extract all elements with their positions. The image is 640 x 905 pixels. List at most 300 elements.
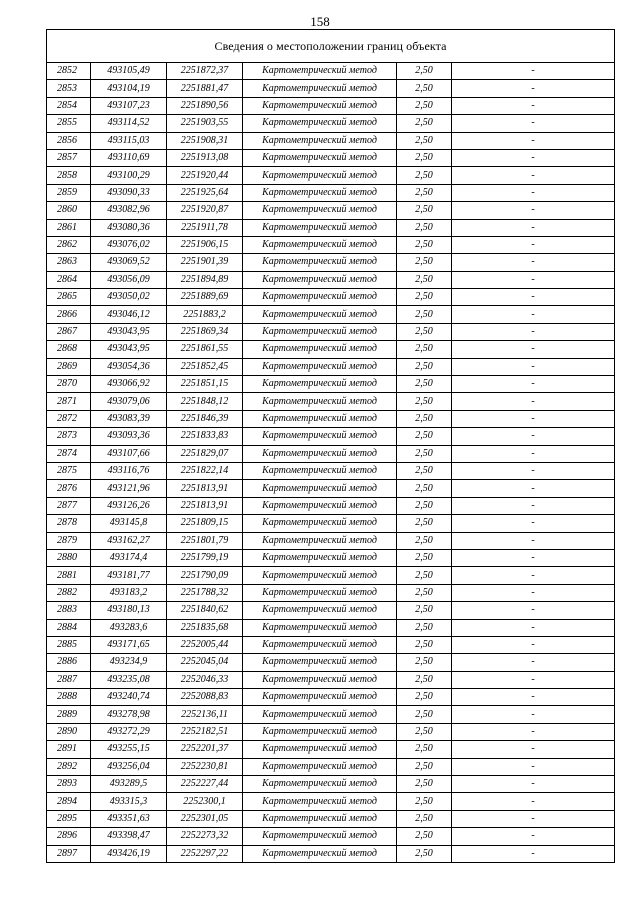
accuracy-cell: 2,50 <box>397 149 452 166</box>
description-cell: - <box>452 306 615 323</box>
coord-x-cell: 493114,52 <box>91 115 167 132</box>
table-row <box>47 149 615 166</box>
accuracy-cell: 2,50 <box>397 254 452 271</box>
table-row <box>47 323 615 340</box>
accuracy-cell: 2,50 <box>397 758 452 775</box>
accuracy-cell: 2,50 <box>397 689 452 706</box>
point-number-cell: 2875 <box>47 462 91 479</box>
coord-x-cell: 493171,65 <box>91 636 167 653</box>
method-cell: Картометрический метод <box>243 167 397 184</box>
accuracy-cell: 2,50 <box>397 462 452 479</box>
description-cell: - <box>452 358 615 375</box>
coord-x-cell: 493104,19 <box>91 80 167 97</box>
point-number-cell: 2897 <box>47 845 91 862</box>
method-cell: Картометрический метод <box>243 254 397 271</box>
point-number-cell: 2873 <box>47 428 91 445</box>
table-row <box>47 393 615 410</box>
method-cell: Картометрический метод <box>243 376 397 393</box>
method-cell: Картометрический метод <box>243 132 397 149</box>
description-cell: - <box>452 636 615 653</box>
description-cell: - <box>452 497 615 514</box>
accuracy-cell: 2,50 <box>397 132 452 149</box>
accuracy-cell: 2,50 <box>397 706 452 723</box>
accuracy-cell: 2,50 <box>397 393 452 410</box>
point-number-cell: 2894 <box>47 793 91 810</box>
coord-x-cell: 493115,03 <box>91 132 167 149</box>
point-number-cell: 2857 <box>47 149 91 166</box>
accuracy-cell: 2,50 <box>397 810 452 827</box>
table-row <box>47 219 615 236</box>
description-cell: - <box>452 810 615 827</box>
coord-y-cell: 2251848,12 <box>167 393 243 410</box>
method-cell: Картометрический метод <box>243 236 397 253</box>
table-row <box>47 671 615 688</box>
method-cell: Картометрический метод <box>243 445 397 462</box>
description-cell: - <box>452 271 615 288</box>
description-cell: - <box>452 410 615 427</box>
method-cell: Картометрический метод <box>243 428 397 445</box>
coord-y-cell: 2251913,08 <box>167 149 243 166</box>
coord-y-cell: 2251809,15 <box>167 515 243 532</box>
point-number-cell: 2859 <box>47 184 91 201</box>
coord-x-cell: 493181,77 <box>91 567 167 584</box>
coord-x-cell: 493069,52 <box>91 254 167 271</box>
point-number-cell: 2891 <box>47 741 91 758</box>
accuracy-cell: 2,50 <box>397 184 452 201</box>
coord-y-cell: 2251822,14 <box>167 462 243 479</box>
description-cell: - <box>452 758 615 775</box>
coord-y-cell: 2251883,2 <box>167 306 243 323</box>
table-row <box>47 828 615 845</box>
table-row <box>47 254 615 271</box>
accuracy-cell: 2,50 <box>397 793 452 810</box>
coord-y-cell: 2252273,32 <box>167 828 243 845</box>
method-cell: Картометрический метод <box>243 532 397 549</box>
coord-y-cell: 2251790,09 <box>167 567 243 584</box>
accuracy-cell: 2,50 <box>397 219 452 236</box>
accuracy-cell: 2,50 <box>397 845 452 862</box>
table-row <box>47 80 615 97</box>
accuracy-cell: 2,50 <box>397 202 452 219</box>
table-row <box>47 549 615 566</box>
accuracy-cell: 2,50 <box>397 602 452 619</box>
description-cell: - <box>452 428 615 445</box>
table-row <box>47 619 615 636</box>
description-cell: - <box>452 236 615 253</box>
accuracy-cell: 2,50 <box>397 410 452 427</box>
description-cell: - <box>452 584 615 601</box>
description-cell: - <box>452 341 615 358</box>
coord-x-cell: 493426,19 <box>91 845 167 862</box>
table-row <box>47 602 615 619</box>
description-cell: - <box>452 445 615 462</box>
coord-y-cell: 2251911,78 <box>167 219 243 236</box>
coord-x-cell: 493121,96 <box>91 480 167 497</box>
method-cell: Картометрический метод <box>243 758 397 775</box>
description-cell: - <box>452 845 615 862</box>
description-cell: - <box>452 671 615 688</box>
description-cell: - <box>452 462 615 479</box>
coord-y-cell: 2252136,11 <box>167 706 243 723</box>
method-cell: Картометрический метод <box>243 63 397 80</box>
point-number-cell: 2892 <box>47 758 91 775</box>
table-row <box>47 358 615 375</box>
accuracy-cell: 2,50 <box>397 532 452 549</box>
point-number-cell: 2863 <box>47 254 91 271</box>
accuracy-cell: 2,50 <box>397 376 452 393</box>
coord-x-cell: 493076,02 <box>91 236 167 253</box>
coord-y-cell: 2252045,04 <box>167 654 243 671</box>
description-cell: - <box>452 515 615 532</box>
coord-y-cell: 2251903,55 <box>167 115 243 132</box>
accuracy-cell: 2,50 <box>397 289 452 306</box>
coord-y-cell: 2251881,47 <box>167 80 243 97</box>
coord-y-cell: 2251851,15 <box>167 376 243 393</box>
method-cell: Картометрический метод <box>243 671 397 688</box>
accuracy-cell: 2,50 <box>397 723 452 740</box>
description-cell: - <box>452 323 615 340</box>
coord-x-cell: 493046,12 <box>91 306 167 323</box>
method-cell: Картометрический метод <box>243 306 397 323</box>
accuracy-cell: 2,50 <box>397 358 452 375</box>
coord-x-cell: 493126,26 <box>91 497 167 514</box>
coord-x-cell: 493056,09 <box>91 271 167 288</box>
method-cell: Картометрический метод <box>243 654 397 671</box>
table-title: Сведения о местоположении границ объекта <box>47 30 615 63</box>
description-cell: - <box>452 80 615 97</box>
table-row <box>47 341 615 358</box>
point-number-cell: 2883 <box>47 602 91 619</box>
coord-x-cell: 493398,47 <box>91 828 167 845</box>
coord-x-cell: 493283,6 <box>91 619 167 636</box>
coord-x-cell: 493107,66 <box>91 445 167 462</box>
point-number-cell: 2880 <box>47 549 91 566</box>
point-number-cell: 2887 <box>47 671 91 688</box>
coord-x-cell: 493090,33 <box>91 184 167 201</box>
description-cell: - <box>452 184 615 201</box>
method-cell: Картометрический метод <box>243 584 397 601</box>
coord-x-cell: 493080,36 <box>91 219 167 236</box>
table-row <box>47 723 615 740</box>
accuracy-cell: 2,50 <box>397 567 452 584</box>
coord-y-cell: 2251925,64 <box>167 184 243 201</box>
accuracy-cell: 2,50 <box>397 323 452 340</box>
description-cell: - <box>452 149 615 166</box>
table-row <box>47 132 615 149</box>
description-cell: - <box>452 254 615 271</box>
table-row <box>47 810 615 827</box>
accuracy-cell: 2,50 <box>397 741 452 758</box>
method-cell: Картометрический метод <box>243 741 397 758</box>
table-row <box>47 706 615 723</box>
accuracy-cell: 2,50 <box>397 584 452 601</box>
coord-y-cell: 2252300,1 <box>167 793 243 810</box>
coord-x-cell: 493289,5 <box>91 776 167 793</box>
method-cell: Картометрический метод <box>243 289 397 306</box>
method-cell: Картометрический метод <box>243 462 397 479</box>
coord-y-cell: 2251846,39 <box>167 410 243 427</box>
accuracy-cell: 2,50 <box>397 236 452 253</box>
coord-x-cell: 493050,02 <box>91 289 167 306</box>
accuracy-cell: 2,50 <box>397 341 452 358</box>
accuracy-cell: 2,50 <box>397 497 452 514</box>
description-cell: - <box>452 480 615 497</box>
point-number-cell: 2893 <box>47 776 91 793</box>
table-row <box>47 306 615 323</box>
coord-y-cell: 2252088,83 <box>167 689 243 706</box>
method-cell: Картометрический метод <box>243 341 397 358</box>
point-number-cell: 2888 <box>47 689 91 706</box>
coord-y-cell: 2252046,33 <box>167 671 243 688</box>
method-cell: Картометрический метод <box>243 515 397 532</box>
table-row <box>47 515 615 532</box>
accuracy-cell: 2,50 <box>397 97 452 114</box>
coord-y-cell: 2251813,91 <box>167 497 243 514</box>
method-cell: Картометрический метод <box>243 636 397 653</box>
point-number-cell: 2854 <box>47 97 91 114</box>
point-number-cell: 2865 <box>47 289 91 306</box>
accuracy-cell: 2,50 <box>397 549 452 566</box>
coord-y-cell: 2251852,45 <box>167 358 243 375</box>
point-number-cell: 2861 <box>47 219 91 236</box>
coord-y-cell: 2251889,69 <box>167 289 243 306</box>
coord-x-cell: 493174,4 <box>91 549 167 566</box>
coord-x-cell: 493272,29 <box>91 723 167 740</box>
coord-y-cell: 2251833,83 <box>167 428 243 445</box>
method-cell: Картометрический метод <box>243 115 397 132</box>
method-cell: Картометрический метод <box>243 480 397 497</box>
point-number-cell: 2853 <box>47 80 91 97</box>
page-number: 158 <box>310 14 330 29</box>
coord-y-cell: 2251872,37 <box>167 63 243 80</box>
coord-y-cell: 2251861,55 <box>167 341 243 358</box>
coord-x-cell: 493351,63 <box>91 810 167 827</box>
table-row <box>47 497 615 514</box>
point-number-cell: 2856 <box>47 132 91 149</box>
coord-y-cell: 2252301,05 <box>167 810 243 827</box>
accuracy-cell: 2,50 <box>397 776 452 793</box>
point-number-cell: 2871 <box>47 393 91 410</box>
coord-y-cell: 2252201,37 <box>167 741 243 758</box>
accuracy-cell: 2,50 <box>397 306 452 323</box>
point-number-cell: 2870 <box>47 376 91 393</box>
point-number-cell: 2889 <box>47 706 91 723</box>
point-number-cell: 2855 <box>47 115 91 132</box>
coord-x-cell: 493256,04 <box>91 758 167 775</box>
accuracy-cell: 2,50 <box>397 480 452 497</box>
point-number-cell: 2867 <box>47 323 91 340</box>
description-cell: - <box>452 115 615 132</box>
point-number-cell: 2860 <box>47 202 91 219</box>
table-row <box>47 636 615 653</box>
accuracy-cell: 2,50 <box>397 671 452 688</box>
description-cell: - <box>452 376 615 393</box>
method-cell: Картометрический метод <box>243 80 397 97</box>
description-cell: - <box>452 63 615 80</box>
accuracy-cell: 2,50 <box>397 828 452 845</box>
coord-x-cell: 493043,95 <box>91 323 167 340</box>
coord-y-cell: 2251908,31 <box>167 132 243 149</box>
accuracy-cell: 2,50 <box>397 654 452 671</box>
coord-x-cell: 493235,08 <box>91 671 167 688</box>
accuracy-cell: 2,50 <box>397 619 452 636</box>
coord-y-cell: 2251920,87 <box>167 202 243 219</box>
coord-y-cell: 2251788,32 <box>167 584 243 601</box>
coord-y-cell: 2252227,44 <box>167 776 243 793</box>
coord-y-cell: 2251840,62 <box>167 602 243 619</box>
table-row <box>47 462 615 479</box>
coord-x-cell: 493093,36 <box>91 428 167 445</box>
description-cell: - <box>452 776 615 793</box>
coord-y-cell: 2252230,81 <box>167 758 243 775</box>
method-cell: Картометрический метод <box>243 184 397 201</box>
coord-x-cell: 493043,95 <box>91 341 167 358</box>
description-cell: - <box>452 619 615 636</box>
method-cell: Картометрический метод <box>243 323 397 340</box>
coord-y-cell: 2251894,89 <box>167 271 243 288</box>
description-cell: - <box>452 549 615 566</box>
coord-y-cell: 2251813,91 <box>167 480 243 497</box>
accuracy-cell: 2,50 <box>397 271 452 288</box>
table-row <box>47 689 615 706</box>
coord-x-cell: 493255,15 <box>91 741 167 758</box>
coord-y-cell: 2251799,19 <box>167 549 243 566</box>
description-cell: - <box>452 167 615 184</box>
method-cell: Картометрический метод <box>243 602 397 619</box>
coord-y-cell: 2251920,44 <box>167 167 243 184</box>
method-cell: Картометрический метод <box>243 845 397 862</box>
description-cell: - <box>452 219 615 236</box>
description-cell: - <box>452 97 615 114</box>
method-cell: Картометрический метод <box>243 706 397 723</box>
table-row <box>47 115 615 132</box>
coord-y-cell: 2252297,22 <box>167 845 243 862</box>
coord-x-cell: 493234,9 <box>91 654 167 671</box>
method-cell: Картометрический метод <box>243 549 397 566</box>
description-cell: - <box>452 828 615 845</box>
table-row <box>47 428 615 445</box>
table-row <box>47 271 615 288</box>
point-number-cell: 2886 <box>47 654 91 671</box>
coord-x-cell: 493054,36 <box>91 358 167 375</box>
coord-x-cell: 493145,8 <box>91 515 167 532</box>
method-cell: Картометрический метод <box>243 689 397 706</box>
description-cell: - <box>452 132 615 149</box>
accuracy-cell: 2,50 <box>397 63 452 80</box>
table-row <box>47 202 615 219</box>
description-cell: - <box>452 602 615 619</box>
description-cell: - <box>452 567 615 584</box>
point-number-cell: 2879 <box>47 532 91 549</box>
point-number-cell: 2866 <box>47 306 91 323</box>
table-row <box>47 776 615 793</box>
coord-y-cell: 2251901,39 <box>167 254 243 271</box>
method-cell: Картометрический метод <box>243 828 397 845</box>
coord-x-cell: 493183,2 <box>91 584 167 601</box>
coord-y-cell: 2251869,34 <box>167 323 243 340</box>
coord-x-cell: 493082,96 <box>91 202 167 219</box>
coord-x-cell: 493079,06 <box>91 393 167 410</box>
description-cell: - <box>452 793 615 810</box>
coord-x-cell: 493083,39 <box>91 410 167 427</box>
coord-y-cell: 2251890,56 <box>167 97 243 114</box>
table-row <box>47 410 615 427</box>
coord-x-cell: 493240,74 <box>91 689 167 706</box>
method-cell: Картометрический метод <box>243 497 397 514</box>
table-row <box>47 97 615 114</box>
point-number-cell: 2876 <box>47 480 91 497</box>
accuracy-cell: 2,50 <box>397 428 452 445</box>
table-row <box>47 584 615 601</box>
method-cell: Картометрический метод <box>243 219 397 236</box>
description-cell: - <box>452 532 615 549</box>
coord-x-cell: 493278,98 <box>91 706 167 723</box>
point-number-cell: 2868 <box>47 341 91 358</box>
coord-x-cell: 493162,27 <box>91 532 167 549</box>
accuracy-cell: 2,50 <box>397 115 452 132</box>
point-number-cell: 2882 <box>47 584 91 601</box>
coord-y-cell: 2251906,15 <box>167 236 243 253</box>
table-row <box>47 236 615 253</box>
point-number-cell: 2890 <box>47 723 91 740</box>
method-cell: Картометрический метод <box>243 723 397 740</box>
point-number-cell: 2895 <box>47 810 91 827</box>
table-row <box>47 167 615 184</box>
method-cell: Картометрический метод <box>243 567 397 584</box>
point-number-cell: 2878 <box>47 515 91 532</box>
method-cell: Картометрический метод <box>243 410 397 427</box>
point-number-cell: 2852 <box>47 63 91 80</box>
method-cell: Картометрический метод <box>243 793 397 810</box>
method-cell: Картометрический метод <box>243 776 397 793</box>
table-row <box>47 63 615 80</box>
coord-x-cell: 493066,92 <box>91 376 167 393</box>
point-number-cell: 2858 <box>47 167 91 184</box>
accuracy-cell: 2,50 <box>397 515 452 532</box>
point-number-cell: 2862 <box>47 236 91 253</box>
table-row <box>47 793 615 810</box>
point-number-cell: 2896 <box>47 828 91 845</box>
method-cell: Картометрический метод <box>243 810 397 827</box>
point-number-cell: 2874 <box>47 445 91 462</box>
coord-x-cell: 493107,23 <box>91 97 167 114</box>
coord-x-cell: 493180,13 <box>91 602 167 619</box>
coord-x-cell: 493315,3 <box>91 793 167 810</box>
description-cell: - <box>452 393 615 410</box>
table-row <box>47 289 615 306</box>
point-number-cell: 2885 <box>47 636 91 653</box>
table-row <box>47 567 615 584</box>
point-number-cell: 2881 <box>47 567 91 584</box>
table-title-row <box>47 30 615 63</box>
point-number-cell: 2877 <box>47 497 91 514</box>
description-cell: - <box>452 689 615 706</box>
coord-x-cell: 493110,69 <box>91 149 167 166</box>
table-row <box>47 845 615 862</box>
coord-x-cell: 493100,29 <box>91 167 167 184</box>
description-cell: - <box>452 202 615 219</box>
accuracy-cell: 2,50 <box>397 80 452 97</box>
table-row <box>47 480 615 497</box>
accuracy-cell: 2,50 <box>397 445 452 462</box>
coord-y-cell: 2252005,44 <box>167 636 243 653</box>
method-cell: Картометрический метод <box>243 271 397 288</box>
accuracy-cell: 2,50 <box>397 167 452 184</box>
table-row <box>47 184 615 201</box>
description-cell: - <box>452 723 615 740</box>
method-cell: Картометрический метод <box>243 149 397 166</box>
point-number-cell: 2872 <box>47 410 91 427</box>
